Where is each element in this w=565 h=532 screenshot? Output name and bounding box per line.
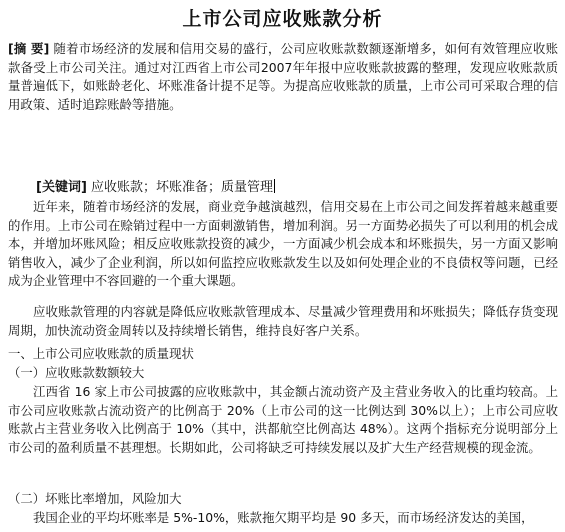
document-title: 上市公司应收账款分析 bbox=[182, 8, 383, 30]
text-cursor bbox=[274, 179, 275, 193]
subsection-heading-2: （二）坏账比率增加，风险加大 bbox=[8, 491, 182, 506]
subsection-heading-1: （一）应收账款数额较大 bbox=[8, 365, 145, 380]
intro-paragraph: 近年来，随着市场经济的发展，商业竞争越演越烈，信用交易在上市公司之间发挥着越来越重要的作用。上市公司在赊销过程中一方面刺激销售，增加利润。另一方面势必损失了可以利用的机会成本，并增加坏账风险；相反应收账款投资的减少，一方面减少机会成本和坏账损失，另一方面又影响销售收入，减少了企业利润，所以如何监控应收账款发生以及如何处理企业的不良债权等问题，已经成为企业管理中不容回避的一个重大课题。 bbox=[8, 199, 558, 289]
abstract-text: 随着市场经济的发展和信用交易的盛行，公司应收账款数额逐渐增多，如何有效管理应收账款备受上市公司关注。通过对江西省上市公司2007年年报中应收账款披露的整理，发现应收账款质量普遍低下，如账龄老化、坏账准备计提不足等。为提高应收账款的质量，上市公司可采取合理的信用政策、适时追踪账龄等措施。 bbox=[8, 41, 559, 112]
subsection-1-paragraph: 江西省 16 家上市公司披露的应收账款中，其金额占流动资产及主营业务收入的比重均较高。上市公司应收账款占流动资产的比例高于 20%（上市公司的这一比例达到 30%以上）；上市公司应收账款占主营业务收入比例高于 10%（其中，洪都航空比例高达 48%）。这两个指标充分说明部分上市公司的盈利质量不甚理想。长期如此，公司将缺乏可持续发展以及扩大生产经营规模的现金流。 bbox=[8, 384, 558, 455]
abstract-label: [摘 要] bbox=[8, 41, 50, 56]
subsection-2-paragraph: 我国企业的平均坏账率是 5%-10%，账款拖欠期平均是 90 多天，而市场经济发达的美国， bbox=[33, 510, 534, 525]
keywords-text: 应收账款；坏账准备；质量管理 bbox=[91, 180, 274, 195]
keywords-label: [关键词] bbox=[36, 180, 87, 195]
section-heading: 一、上市公司应收账款的质量现状 bbox=[8, 346, 194, 361]
abstract-paragraph bbox=[8, 40, 558, 114]
keywords-line bbox=[36, 178, 536, 197]
management-paragraph: 应收账款管理的内容就是降低应收账款管理成本、尽量减少管理费用和坏账损失；降低存货变现周期，加快流动资金周转以及持续增长销售，维持良好客户关系。 bbox=[8, 304, 558, 338]
